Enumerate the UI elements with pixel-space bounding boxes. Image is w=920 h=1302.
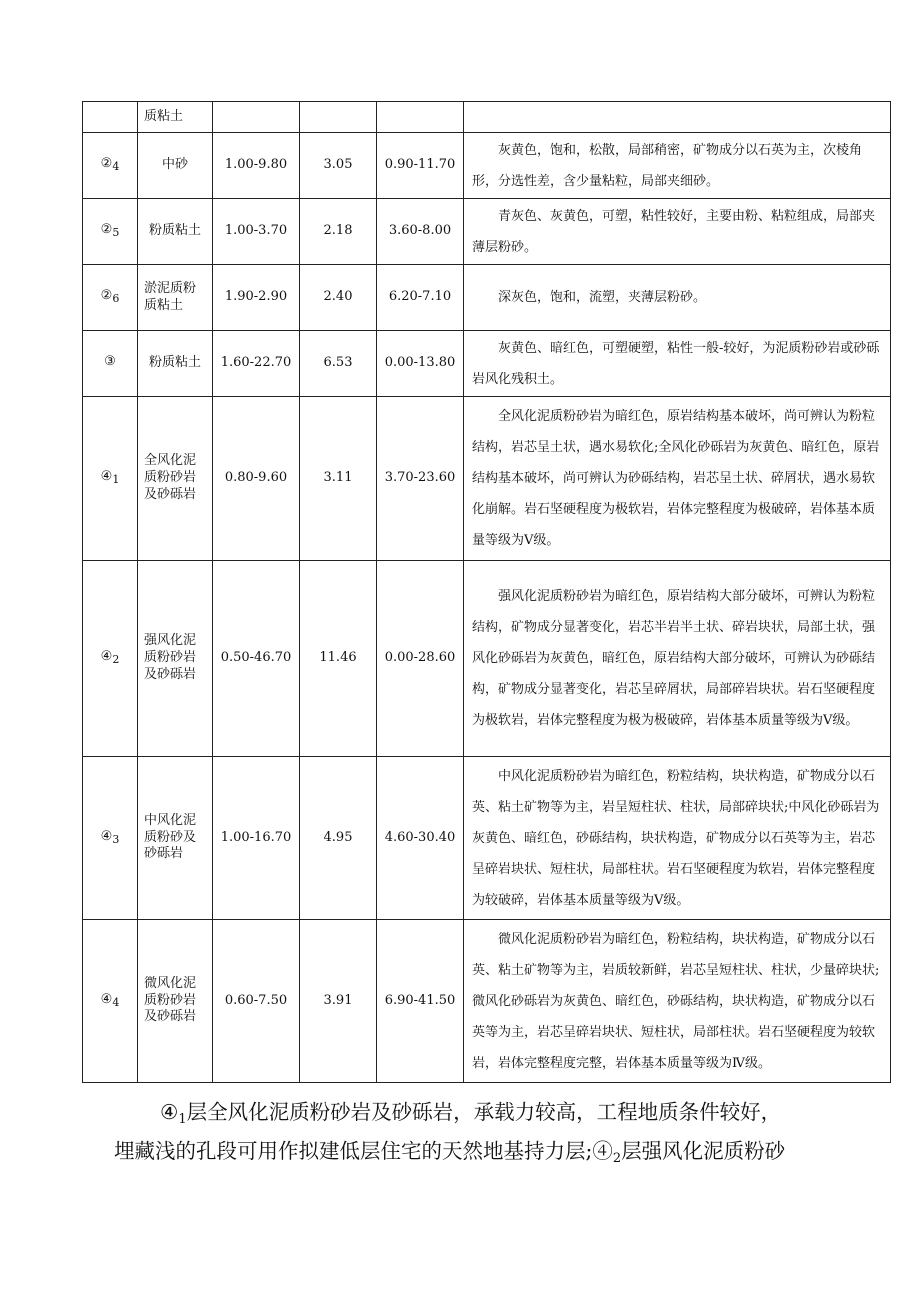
layer-symbol: ② [100,156,113,172]
depth-cell: 1.60-22.70 [213,331,300,397]
depth-cell: 1.00-3.70 [213,199,300,265]
depth-cell: 1.00-16.70 [213,757,300,920]
top-elevation-cell: 6.20-7.10 [377,265,464,331]
table-row [83,757,891,920]
depth-cell: 0.50-46.70 [213,561,300,757]
table-row [83,199,891,265]
soil-name: 中砂 [161,157,188,173]
layer-cell [83,199,138,265]
thickness-cell [300,102,377,133]
soil-name: 强风化泥质粉砂岩及砂砾岩 [144,633,197,682]
layer-cell [83,331,138,397]
strata-table [82,101,891,1083]
top-elevation-cell: 0.90-11.70 [377,133,464,199]
description-cell: 中风化泥质粉砂岩为暗红色，粉粒结构，块状构造，矿物成分以石英、粘土矿物等为主，岩呈短柱状、柱状，局部碎块状;中风化砂砾岩为灰黄色、暗红色，砂砾结构，块状构造，矿物成分以石英等为主，岩芯呈碎岩块状、短柱状，局部柱状。岩石坚硬程度为软岩，岩体完整程度为较破碎，岩体基本质量等级为Ⅴ级。 [464,757,891,920]
soil-name: 淤泥质粉质粘土 [144,280,197,313]
table-row [83,561,891,757]
layer-subscript: 2 [612,1151,622,1166]
layer-cell [83,265,138,331]
layer-cell [83,133,138,199]
thickness-cell: 3.05 [300,133,377,199]
paragraph-line-1 [160,1095,920,1127]
soil-name-cell [138,133,213,199]
description-cell: 深灰色，饱和，流塑，夹薄层粉砂。 [464,265,891,331]
soil-name: 质粘土 [144,108,184,124]
top-elevation-cell: 6.90-41.50 [377,920,464,1083]
table-row [83,102,891,133]
paragraph-text: 层强风化泥质粉砂 [621,1139,786,1163]
layer-subscript: 5 [112,226,120,240]
top-elevation-cell: 4.60-30.40 [377,757,464,920]
soil-name: 粉质粘土 [148,355,201,371]
layer-symbol: ② [100,288,113,304]
paragraph-text: 埋藏浅的孔段可用作拟建低层住宅的天然地基持力层; [114,1139,593,1163]
layer-cell [83,920,138,1083]
layer-cell [83,757,138,920]
layer-subscript: 1 [112,473,120,487]
layer-subscript: 3 [112,832,120,846]
description-cell: 灰黄色，饱和，松散，局部稍密，矿物成分以石英为主，次棱角形，分选性差，含少量粘粒，局部夹细砂。 [464,133,891,199]
soil-name-cell [138,397,213,561]
top-elevation-cell [377,102,464,133]
description-cell [464,102,891,133]
thickness-cell: 2.40 [300,265,377,331]
layer-cell [83,397,138,561]
layer-symbol: ④ [100,991,113,1007]
layer-subscript: 1 [178,1112,187,1127]
paragraph-text: 层全风化泥质粉砂岩及砂砾岩，承载力较高，工程地质条件较好， [186,1100,782,1124]
layer-cell [83,561,138,757]
table-row [83,331,891,397]
layer-symbol: ③ [104,354,116,370]
layer-cell [83,102,138,133]
layer-subscript: 6 [112,292,120,306]
layer-symbol: ④ [160,1100,179,1124]
layer-symbol: ④ [100,469,113,485]
layer-symbol: ④ [592,1139,613,1163]
layer-subscript: 4 [112,160,120,174]
layer-symbol: ④ [100,828,113,844]
table-row [83,397,891,561]
soil-name-cell [138,920,213,1083]
soil-name-cell [138,102,213,133]
soil-name: 中风化泥质粉砂及砂砾岩 [144,812,197,862]
depth-cell: 1.90-2.90 [213,265,300,331]
soil-name-cell [138,757,213,920]
thickness-cell: 6.53 [300,331,377,397]
soil-name: 全风化泥质粉砂岩及砂砾岩 [144,453,197,502]
thickness-cell: 2.18 [300,199,377,265]
top-elevation-cell: 0.00-28.60 [377,561,464,757]
description-cell: 灰黄色、暗红色，可塑硬塑，粘性一般-较好，为泥质粉砂岩或砂砾岩风化残积土。 [464,331,891,397]
top-elevation-cell: 3.70-23.60 [377,397,464,561]
table-row [83,265,891,331]
thickness-cell: 3.91 [300,920,377,1083]
depth-cell: 0.60-7.50 [213,920,300,1083]
depth-cell: 1.00-9.80 [213,133,300,199]
soil-name-cell [138,561,213,757]
soil-name-cell [138,331,213,397]
top-elevation-cell: 0.00-13.80 [377,331,464,397]
paragraph-line-2 [114,1134,874,1166]
table-row [83,920,891,1083]
layer-symbol: ② [100,222,113,238]
description-cell: 青灰色、灰黄色，可塑，粘性较好，主要由粉、粘粒组成，局部夹薄层粉砂。 [464,199,891,265]
layer-subscript: 4 [112,995,120,1009]
table-row [83,133,891,199]
thickness-cell: 11.46 [300,561,377,757]
depth-cell: 0.80-9.60 [213,397,300,561]
soil-name: 粉质粘土 [148,223,201,239]
top-elevation-cell: 3.60-8.00 [377,199,464,265]
soil-name-cell [138,265,213,331]
description-cell: 微风化泥质粉砂岩为暗红色，粉粒结构，块状构造，矿物成分以石英、粘土矿物等为主，岩质较新鲜，岩芯呈短柱状、柱状，少量碎块状;微风化砂砾岩为灰黄色、暗红色，砂砾结构，块状构造，矿物成分以石英等为主，岩芯呈碎岩块状、短柱状，局部柱状。岩石坚硬程度为较软岩，岩体完整程度完整，岩体基本质量等级为Ⅳ级。 [464,920,891,1083]
layer-symbol: ④ [100,649,113,665]
thickness-cell: 4.95 [300,757,377,920]
thickness-cell: 3.11 [300,397,377,561]
description-cell: 全风化泥质粉砂岩为暗红色，原岩结构基本破坏，尚可辨认为粉粒结构，岩芯呈土状，遇水易软化;全风化砂砾岩为灰黄色、暗红色，原岩结构基本破坏，尚可辨认为砂砾结构，岩芯呈土状、碎屑状，遇水易软化崩解。岩石坚硬程度为极软岩，岩体完整程度为极破碎，岩体基本质量等级为Ⅴ级。 [464,397,891,561]
depth-cell [213,102,300,133]
layer-subscript: 2 [112,653,120,667]
soil-name-cell [138,199,213,265]
soil-name: 微风化泥质粉砂岩及砂砾岩 [144,975,197,1025]
description-cell: 强风化泥质粉砂岩为暗红色，原岩结构大部分破坏，可辨认为粉粒结构，矿物成分显著变化，岩芯半岩半土状、碎岩块状，局部土状，强风化砂砾岩为灰黄色，暗红色，原岩结构大部分破坏，可辨认为砂砾结构，矿物成分显著变化，岩芯呈碎屑状，局部碎岩块状。岩石坚硬程度为极软岩，岩体完整程度为极为极破碎，岩体基本质量等级为Ⅴ级。 [464,561,891,757]
